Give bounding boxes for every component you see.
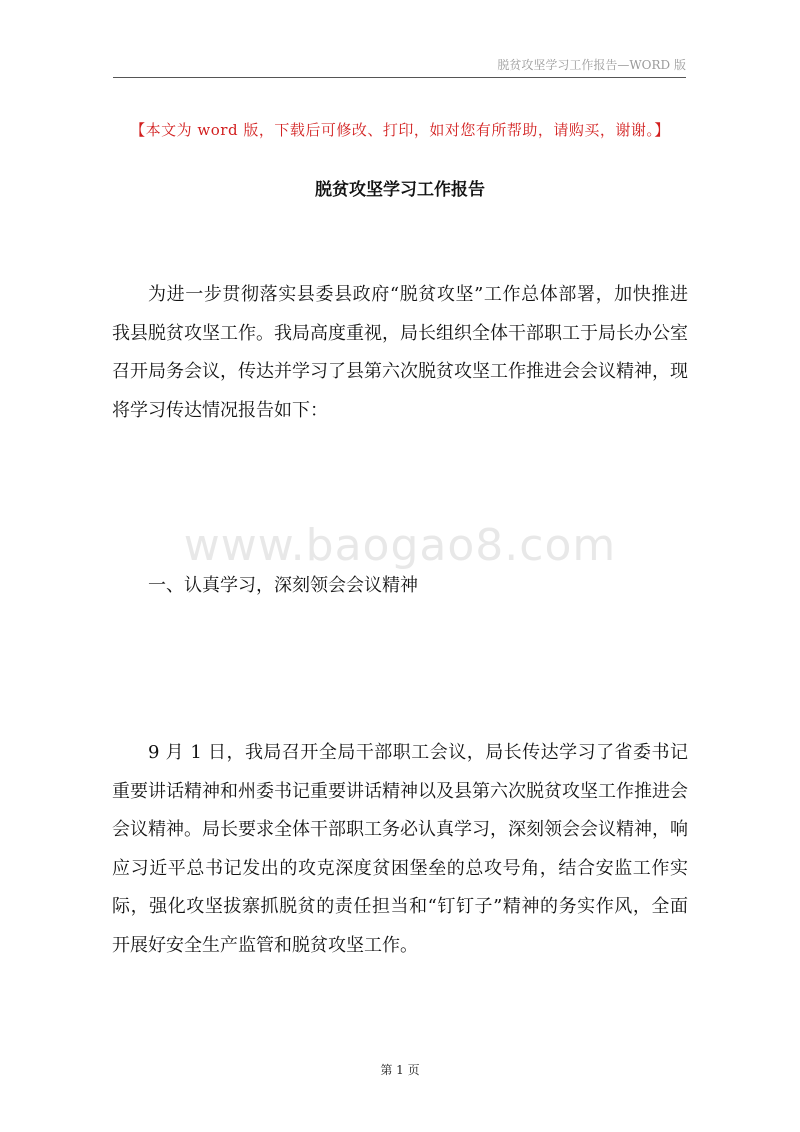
header-divider: [113, 77, 686, 78]
site-watermark: www.baogao8.com: [183, 520, 617, 571]
document-title: 脱贫攻坚学习工作报告: [315, 180, 485, 200]
page-number: 第 1 页: [380, 1063, 420, 1077]
running-header: 脱贫攻坚学习工作报告—WORD 版: [497, 58, 686, 72]
section-heading-1: 一、认真学习，深刻领会会议精神: [148, 575, 418, 596]
body-paragraph: 9 月 1 日，我局召开全局干部职工会议，局长传达学习了省委书记重要讲话精神和州委书记重要讲话精神以及县第六次脱贫攻坚工作推进会会议精神。局长要求全体干部职工务必认真学习，深刻领会会议精神，响应习近平总书记发出的攻克深度贫困堡垒的总攻号角，结合安监工作实际，强化攻坚拔寨抓脱贫的责任担当和“钉钉子”精神的务实作风，全面开展好安全生产监管和脱贫攻坚工作。: [112, 742, 688, 956]
intro-paragraph: 为进一步贯彻落实县委县政府“脱贫攻坚”工作总体部署，加快推进我县脱贫攻坚工作。我局高度重视，局长组织全体干部职工于局长办公室召开局务会议，传达并学习了县第六次脱贫攻坚工作推进会会议精神，现将学习传达情况报告如下：: [112, 284, 688, 421]
purchase-notice: 【本文为 word 版，下载后可修改、打印，如对您有所帮助，请购买，谢谢。】: [130, 121, 670, 139]
